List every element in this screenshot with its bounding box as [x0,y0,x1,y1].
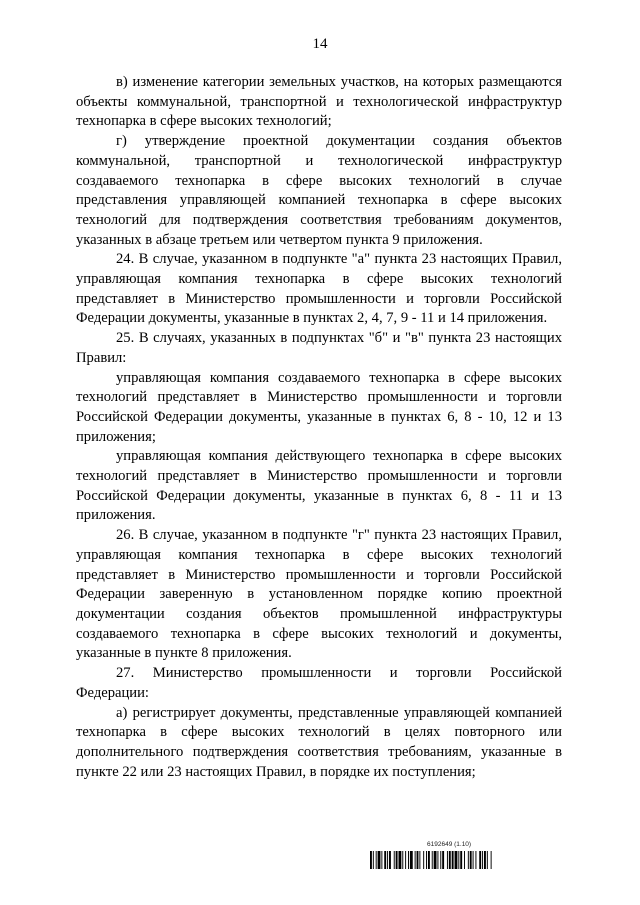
barcode [370,851,567,869]
paragraph-25: 25. В случаях, указанных в подпунктах "б" и "в" пункта 23 настоящих Правил: [76,330,562,366]
document-code: 6192649 (1.10) [427,841,472,848]
paragraph-3g: г) утверждение проектной документации создания объектов коммунальной, транспортной и технологической инфраструктур создаваемого технопарка в сфере высоких технологий в случае представления управляющей компанией технопарка в сфере высоких технологий для подтверждения соответствия требованиям документов, указанных в абзаце третьем или четвертом пункта 9 приложения. [76,133,562,248]
page-number: 14 [312,36,328,52]
paragraph-24: 24. В случае, указанном в подпункте "а" пункта 23 настоящих Правил, управляющая компания технопарка в сфере высоких технологий представляет в Министерство промышленности и торговли Российской Федерации документы, указанные в пунктах 2, 4, 7, 9 - 11 и 14 приложения. [76,251,562,327]
paragraph-27-a: а) регистрирует документы, представленные управляющей компанией технопарка в сфере высоких технологий в целях повторного или дополнительного подтверждения соответствия требованиям, указанные в пункте 22 или 23 настоящих Правил, в порядке их поступления; [76,704,562,780]
paragraph-27: 27. Министерство промышленности и торговли Российской Федерации: [76,665,562,701]
paragraph-25-a: управляющая компания создаваемого технопарка в сфере высоких технологий представляет в Министерство промышленности и торговли Российской Федерации документы, указанные в пунктах 6, 8 - 10, 12 и 13 приложения; [76,369,562,445]
paragraph-3v: в) изменение категории земельных участков, на которых размещаются объекты коммунальной, транспортной и технологической инфраструктур технопарка в сфере высоких технологий; [76,74,562,130]
paragraph-26: 26. В случае, указанном в подпункте "г" пункта 23 настоящих Правил, управляющая компания технопарка в сфере высоких технологий представляет в Министерство промышленности и торговли Российской Федерации заверенную в установленном порядке копию проектной документации создания объектов промышленной инфраструктуры создаваемого технопарка в сфере высоких технологий и документы, указанные в пункте 8 приложения. [76,527,562,662]
paragraph-25-b: управляющая компания действующего технопарка в сфере высоких технологий представляет в Министерство промышленности и торговли Российской Федерации документы, указанные в пунктах 6, 8 - 11 и 13 приложения. [76,448,562,524]
document-body [76,73,562,782]
